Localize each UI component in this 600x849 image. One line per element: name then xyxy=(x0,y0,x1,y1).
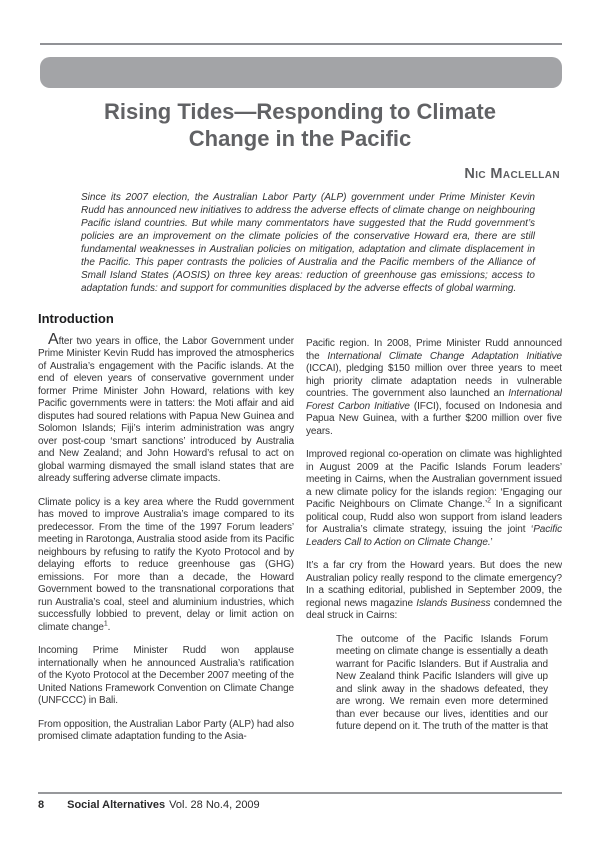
top-rule xyxy=(40,43,562,45)
footnote-ref-1: 1 xyxy=(103,620,108,628)
block-quote: The outcome of the Pacific Islands Forum meeting on climate change is essentially a death warrant for Pacific Islanders. But if Australia and New Zealand think Pacific Islanders will give up and slink away in the shadows defeated, they are wrong. We remain even more determined than ever because our lives, identities and our future depend on it. The truth of the matter is that xyxy=(336,633,548,732)
paragraph-intro-3: Incoming Prime Minister Rudd won applause internationally when he announced Australia’s ratification of the Kyoto Protocol at the December 2007 meeting of the United Nations Framework Convention on Climate Change (UNFCCC) in Bali. xyxy=(38,645,294,706)
paragraph-text: fter two years in office, the Labor Government under Prime Minister Kevin Rudd has improved the atmospherics of Australia’s engagement with the Pacific islands. At the end of eleven years of conservative government under former Prime Minister John Howard, relations with key Pacific governments were in tatters: the Moti affair and aid disputes had soured relations with Papua New Guinea and Solomon Islands; Fiji’s interim administration was angry over post-coup ‘smart sanctions’ introduced by Australia and New Zealand; and John Howard’s refusal to act on global warming dismayed the small island states that are already suffering adverse climate impacts. xyxy=(38,335,294,484)
paragraph-text: ’ xyxy=(490,536,493,548)
right-column xyxy=(306,313,562,792)
italic-initiative-name: International Climate Change Adaptation Initiative xyxy=(327,350,562,362)
section-heading-introduction: Introduction xyxy=(38,313,114,326)
paragraph-text: condemned the deal struck in Cairns: xyxy=(306,597,562,621)
italic-declaration-name: Pacific Leaders Call to Action on Climate Change. xyxy=(306,524,562,548)
paragraph-intro-2 xyxy=(38,497,294,635)
journal-title: Social Alternatives xyxy=(67,799,166,811)
footer-rule xyxy=(38,792,562,794)
issue-info: Vol. 28 No.4, 2009 xyxy=(169,799,260,811)
paragraph-intro-4: From opposition, the Australian Labor Party (ALP) had also promised climate adaptation funding to the Asia- xyxy=(38,718,294,742)
paragraph-text: Improved regional co-operation on climate was highlighted in August 2009 at the Pacific Islands Forum leaders’ meeting in Cairns, when the Australian government issued a new climate policy for the islands region: ‘Engaging our Pacific Neighbours on Climate Change.’ xyxy=(306,449,562,510)
paragraph-text: (ICCAI), pledging $150 million over three years to meet high priority climate adaptation needs in vulnerable countries. The government also launched an xyxy=(306,363,562,399)
paragraph-text: Climate policy is a key area where the Rudd government has moved to improve Australia’s image compared to its predecessor. From the time of the 1997 Forum leaders’ meeting in Rarotonga, Australia stood aside from its Pacific neighbours by refusing to ratify the Kyoto Protocol and by delaying efforts to reduce greenhouse gas (GHG) emissions. For more than a decade, the Howard Government bowed to the transnational corporations that run Australia’s coal, steel and aluminium industries, which successfully lobbied to prevent, delay or limit action on climate change xyxy=(38,496,294,633)
paragraph-text: In a significant political coup, Rudd also won support from island leaders for Australia’s climate strategy, issuing the joint ‘ xyxy=(306,499,562,535)
left-column xyxy=(38,313,294,792)
paragraph-text: Pacific region. In 2008, Prime Minister Rudd announced the xyxy=(306,338,562,362)
abstract-text: Since its 2007 election, the Australian Labor Party (ALP) government under Prime Minister Kevin Rudd has announced new initiatives to address the adverse effects of climate change on neighbouring Pacific island countries. But while many commentators have suggested that the Rudd government’s policies are an improvement on the climate policies of the conservative Howard era, there are still fundamental weaknesses in Australian policies on mitigation, adaptation and climate displacement in the Pacific. This paper contrasts the policies of Australia and the Pacific members of the Alliance of Small Island States (AOSIS) on three key areas: reduction of greenhouse gas emissions; access to adaptation funds: and support for communities displaced by the adverse effects of global warming. xyxy=(81,192,535,294)
paragraph-right-1 xyxy=(306,338,562,438)
paragraph-intro-1 xyxy=(38,330,294,486)
author-name: Nic Maclellan xyxy=(464,166,560,182)
page-number: 8 xyxy=(38,799,45,811)
paragraph-text: (IFCI), focused on Indonesia and Papua New Guinea, with a further $200 million over five years. xyxy=(306,400,562,437)
header-bar xyxy=(40,57,562,88)
paragraph-right-2 xyxy=(306,449,562,549)
article-body xyxy=(38,313,562,792)
paragraph-text: It’s a far cry from the Howard years. But does the new Australian policy really respond to the climate emergency? In a scathing editorial, published in September 2009, the regional news magazine xyxy=(306,560,562,609)
article-title-line2: Change in the Pacific xyxy=(188,126,412,151)
italic-initiative-name: International Forest Carbon Initiative xyxy=(306,388,562,412)
dropcap-letter: A xyxy=(48,330,59,348)
page-footer xyxy=(38,799,562,811)
italic-magazine-name: Islands Business xyxy=(416,597,491,609)
paragraph-text: . xyxy=(107,621,111,633)
article-title-line1: Rising Tides—Responding to Climate xyxy=(104,99,496,124)
article-title xyxy=(0,98,600,152)
footnote-ref-2: 2 xyxy=(487,497,491,505)
paragraph-right-3 xyxy=(306,560,562,623)
